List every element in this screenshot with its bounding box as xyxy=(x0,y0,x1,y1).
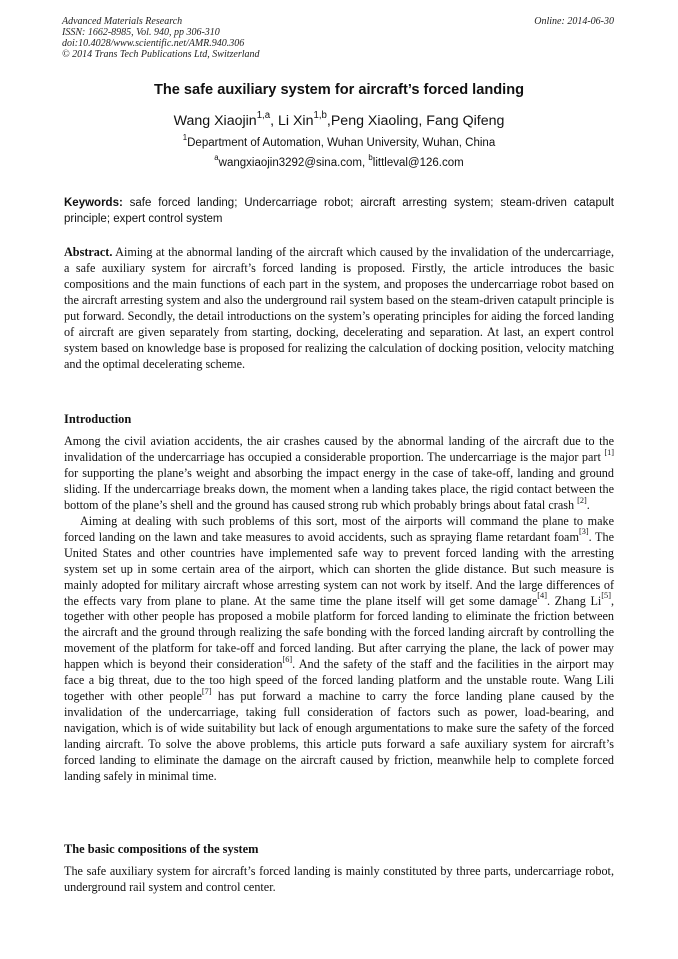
citation: [3] xyxy=(578,527,589,537)
email-link[interactable]: littleval@126.com xyxy=(372,157,464,169)
affiliation xyxy=(0,133,678,149)
keywords-text: safe forced landing; Undercarriage robot; aircraft arresting system; steam-driven catapult principle; expert control system xyxy=(64,197,614,225)
affiliation-sup: 1 xyxy=(182,133,188,142)
citation: [6] xyxy=(282,655,293,665)
citation: [4] xyxy=(537,591,547,601)
section-heading: Introduction xyxy=(64,412,132,426)
author-sup: 1,b xyxy=(313,109,327,121)
journal-name: Advanced Materials Research xyxy=(62,16,183,27)
abstract-text: Aiming at the abnormal landing of the aircraft which caused by the invalidation of the undercarriage, a safe auxiliary system for aircraft’s forced landing is proposed. Firstly, the article introduces the basic compositions and the main functions of each part in the system, and proposes the undercarriage robot based on the aircraft arresting system and also the underground rail system based on the steam-driven catapult principle is put forward. Secondly, the detail introductions on the system’s operating principles for aiding the forced landing of aircraft are given separately from starting, docking, decelerating and separation. At last, an expert control system based on knowledge base is proposed for realizing the calculation of docking position, velocity matching and the optimal decelerating scheme. xyxy=(64,245,614,371)
email-link[interactable]: wangxiaojin3292@sina.com, xyxy=(218,157,366,169)
author-line xyxy=(0,109,678,129)
keywords-label: Keywords: xyxy=(64,197,123,209)
issn-line: ISSN: 1662-8985, Vol. 940, pp 306-310 xyxy=(62,27,220,38)
text-run: . And the safety of the staff and the facilities in the airport may face a big threat, due to the too high speed of the forced landing platform and the unstable route. Wang Lili together with other people xyxy=(64,657,614,704)
paragraph xyxy=(64,514,614,785)
citation: [1] xyxy=(604,447,614,457)
section-heading: The basic compositions of the system xyxy=(64,842,259,856)
text-run: . The United States and other countries have implemented safe way to prevent forced landing with the arresting system set up in some certain area of the airport, which can shorten the glide distance. But such measure is mainly adopted for military aircraft whose arresting system can not work by itself. And the large differences of the effects vary from plane to plane. At the same time the plane itself will get some damage xyxy=(64,529,614,608)
paper-title: The safe auxiliary system for aircraft’s forced landing xyxy=(153,82,525,98)
text-run: , together with other people has proposed a mobile platform for forced landing to eliminate the friction between the aircraft and the ground through realizing the safe bonding with the forced landing aircraft by controlling the movement of the platform for take-off and forced landing. But after carrying the plane, the lack of power may happen which is beyond their consideration xyxy=(64,593,614,672)
author-sup: 1,a xyxy=(256,109,271,121)
text-run: for supporting the plane’s weight and absorbing the impact energy in the case of take-off, landing and ground sliding. If the undercarriage breaks down, the moment when a landing takes place, the rigid contact between the bottom of the plane’s shell and the ground has caused strong rub which probably brings about fatal crash xyxy=(64,465,614,512)
text-run: . xyxy=(586,497,590,512)
paragraph: The safe auxiliary system for aircraft’s forced landing is mainly constituted by three parts, undercarriage robot, underground rail system and control center. xyxy=(64,864,614,894)
text-run: . Zhang Li xyxy=(546,593,602,608)
text-run: has put forward a machine to carry the force landing plane caused by the invalidation of the undercarriage, taking full consideration of factors such as power, load-bearing, and navigation, which is of wide suitability but lack of enough argumentations to make sure the safety of the forced landing aircraft. To solve the above problems, this article puts forward a safe auxiliary system for aircraft’s forced landing to eliminate the damage on the aircraft caused by friction, meanwhile help to complete forced landing safely in minimal time. xyxy=(64,689,614,784)
text-run: Aiming at dealing with such problems of this sort, most of the airports will command the plane to make forced landing on the lawn and take measures to avoid accidents, such as spraying flame retardant foam xyxy=(64,513,614,544)
paragraph xyxy=(64,434,614,514)
author-name: Li Xin xyxy=(277,113,314,129)
doi-line: doi:10.4028/www.scientific.net/AMR.940.306 xyxy=(62,38,245,49)
publication-info xyxy=(62,16,260,60)
email-sup: b xyxy=(368,153,373,162)
affiliation-text: Department of Automation, Wuhan University, Wuhan, China xyxy=(187,137,496,149)
citation: [7] xyxy=(201,686,212,696)
author-separator: , xyxy=(270,113,278,129)
author-name: Peng Xiaoling, Fang Qifeng xyxy=(330,113,505,129)
citation: [2] xyxy=(577,495,587,505)
keywords xyxy=(64,195,614,227)
author-name: Wang Xiaojin xyxy=(173,113,257,129)
text-run: Among the civil aviation accidents, the air crashes caused by the abnormal landing of the aircraft due to the invalidation of the undercarriage has occupied a considerable proportion. The undercarriage is the major part xyxy=(64,434,614,464)
basic-compositions-body xyxy=(64,864,614,896)
introduction-body xyxy=(64,434,614,785)
email-sup: a xyxy=(214,153,219,162)
abstract-label: Abstract. xyxy=(64,245,113,259)
copyright-line: © 2014 Trans Tech Publications Ltd, Switzerland xyxy=(62,49,260,60)
author-separator: , xyxy=(326,113,331,129)
email-line xyxy=(0,153,678,169)
online-date: Online: 2014-06-30 xyxy=(534,16,614,27)
abstract xyxy=(64,245,614,373)
citation: [5] xyxy=(601,591,611,601)
